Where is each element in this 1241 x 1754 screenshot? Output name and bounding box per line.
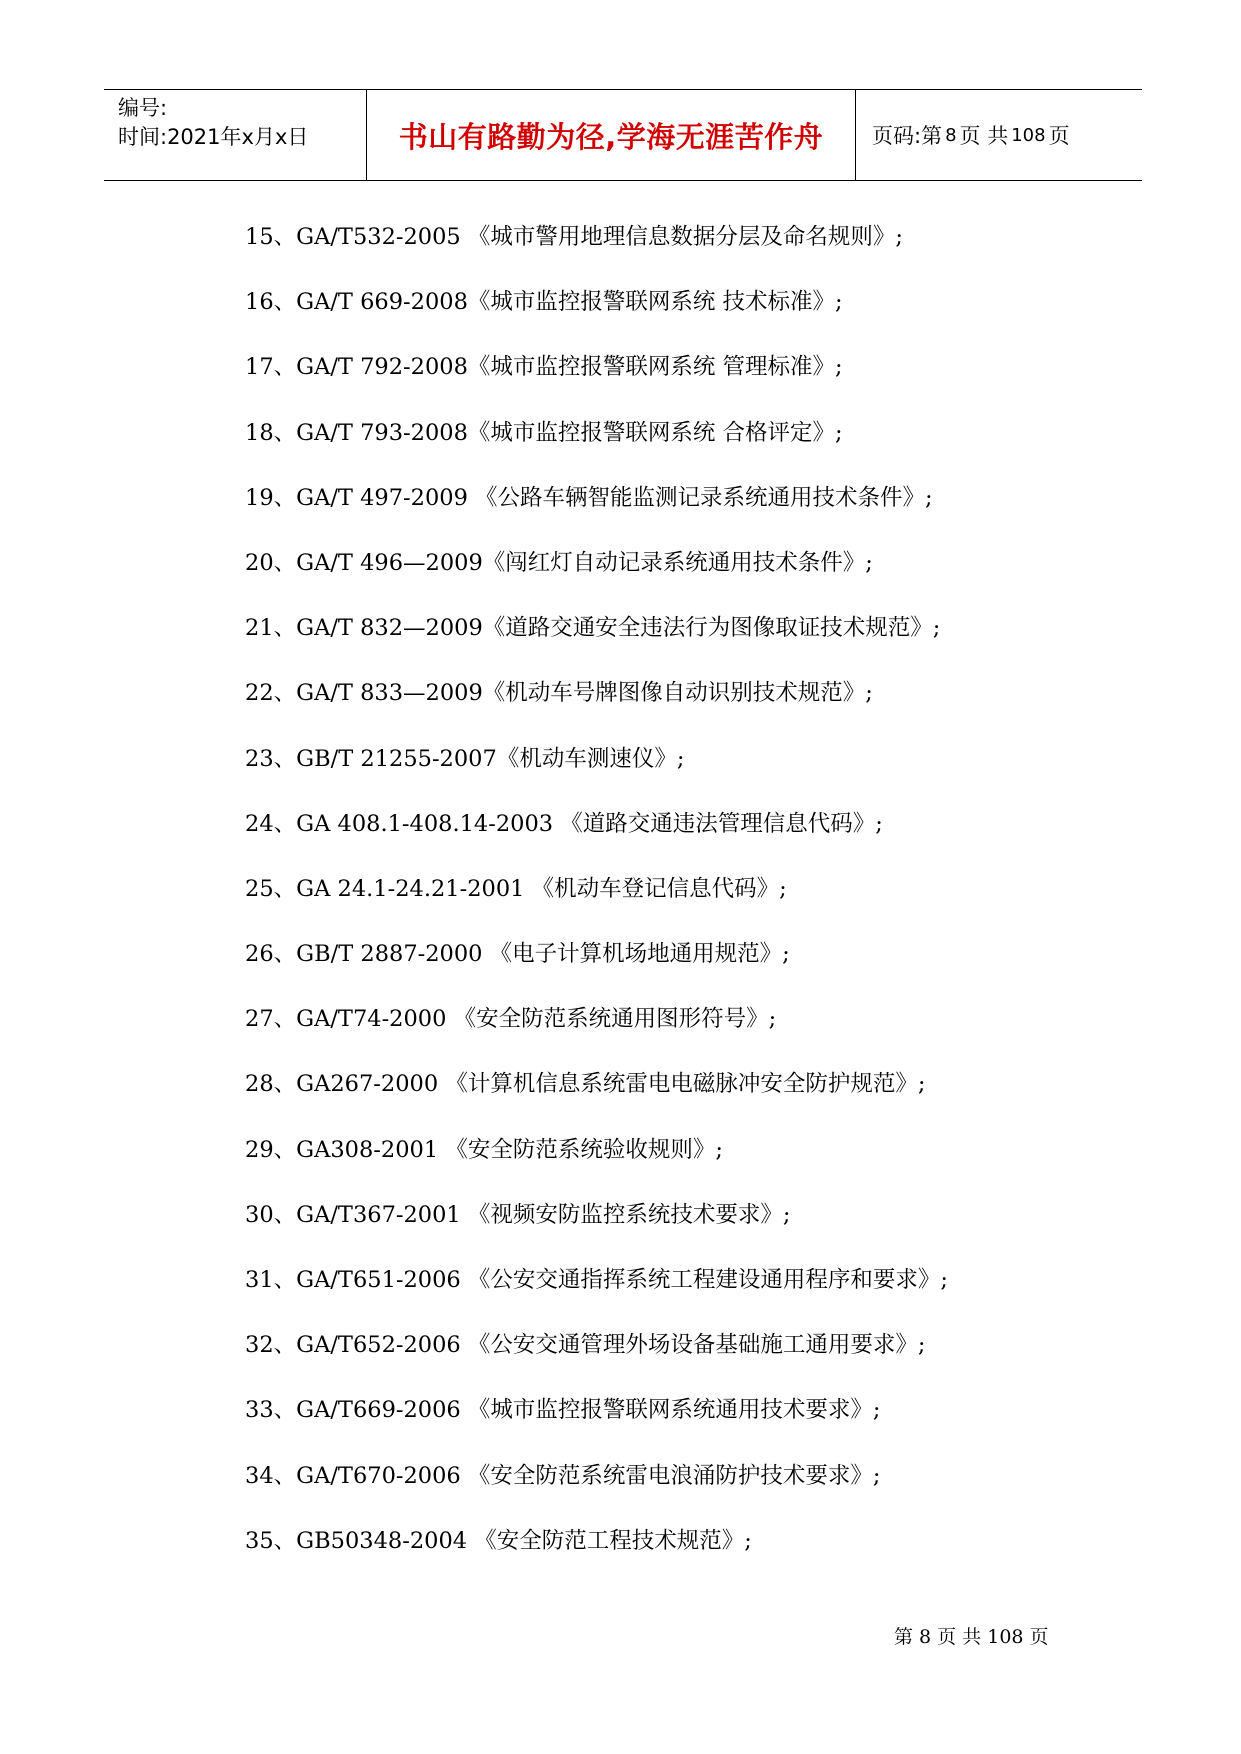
list-item: 30、GA/T367-2001 《视频安防监控系统技术要求》; bbox=[245, 1201, 791, 1228]
list-item: 22、GA/T 833—2009《机动车号牌图像自动识别技术规范》; bbox=[245, 680, 873, 707]
list-item: 26、GB/T 2887-2000 《电子计算机场地通用规范》; bbox=[245, 941, 790, 968]
list-item: 19、GA/T 497-2009 《公路车辆智能监测记录系统通用技术条件》; bbox=[245, 484, 933, 511]
page-footer: 第 8 页 共 108 页 bbox=[894, 1626, 1049, 1648]
list-item: 23、GB/T 21255-2007《机动车测速仪》; bbox=[245, 745, 685, 772]
header-meta bbox=[104, 90, 367, 180]
list-item: 18、GA/T 793-2008《城市监控报警联网系统 合格评定》; bbox=[245, 419, 843, 446]
number-label: 编号: bbox=[118, 96, 168, 120]
list-item: 20、GA/T 496—2009《闯红灯自动记录系统通用技术条件》; bbox=[245, 549, 873, 576]
list-item: 15、GA/T532-2005 《城市警用地理信息数据分层及命名规则》; bbox=[245, 224, 903, 250]
list-item: 27、GA/T74-2000 《安全防范系统通用图形符号》; bbox=[245, 1006, 777, 1033]
header-motto: 书山有路勤为径,学海无涯苦作舟 bbox=[367, 90, 856, 180]
page-suffix: 页 bbox=[1048, 124, 1070, 148]
list-item: 28、GA267-2000 《计算机信息系统雷电电磁脉冲安全防护规范》; bbox=[245, 1071, 926, 1098]
list-item: 31、GA/T651-2006 《公安交通指挥系统工程建设通用程序和要求》; bbox=[245, 1267, 948, 1293]
list-item: 25、GA 24.1-24.21-2001 《机动车登记信息代码》; bbox=[245, 875, 787, 902]
list-item: 16、GA/T 669-2008《城市监控报警联网系统 技术标准》; bbox=[245, 289, 843, 316]
list-item: 35、GB50348-2004 《安全防范工程技术规范》; bbox=[245, 1527, 752, 1554]
page-prefix: 页码:第 bbox=[872, 124, 943, 148]
list-item: 29、GA308-2001 《安全防范系统验收规则》; bbox=[245, 1136, 723, 1163]
page-header bbox=[104, 89, 1142, 181]
list-item: 24、GA 408.1-408.14-2003 《道路交通违法管理信息代码》; bbox=[245, 810, 883, 837]
page-current: 8 bbox=[945, 124, 957, 146]
list-item: 34、GA/T670-2006 《安全防范系统雷电浪涌防护技术要求》; bbox=[245, 1462, 881, 1489]
list-item: 32、GA/T652-2006 《公安交通管理外场设备基础施工通用要求》; bbox=[245, 1332, 926, 1359]
header-page-info bbox=[856, 90, 1142, 180]
list-item: 21、GA/T 832—2009《道路交通安全违法行为图像取证技术规范》; bbox=[245, 615, 941, 642]
list-item: 17、GA/T 792-2008《城市监控报警联网系统 管理标准》; bbox=[245, 354, 843, 381]
time-label: 时间:2021年x月x日 bbox=[118, 125, 309, 149]
standards-list bbox=[245, 217, 948, 1586]
page-total: 108 bbox=[1011, 124, 1046, 146]
list-item: 33、GA/T669-2006 《城市监控报警联网系统通用技术要求》; bbox=[245, 1397, 881, 1424]
page-middle: 页 共 bbox=[959, 124, 1009, 148]
